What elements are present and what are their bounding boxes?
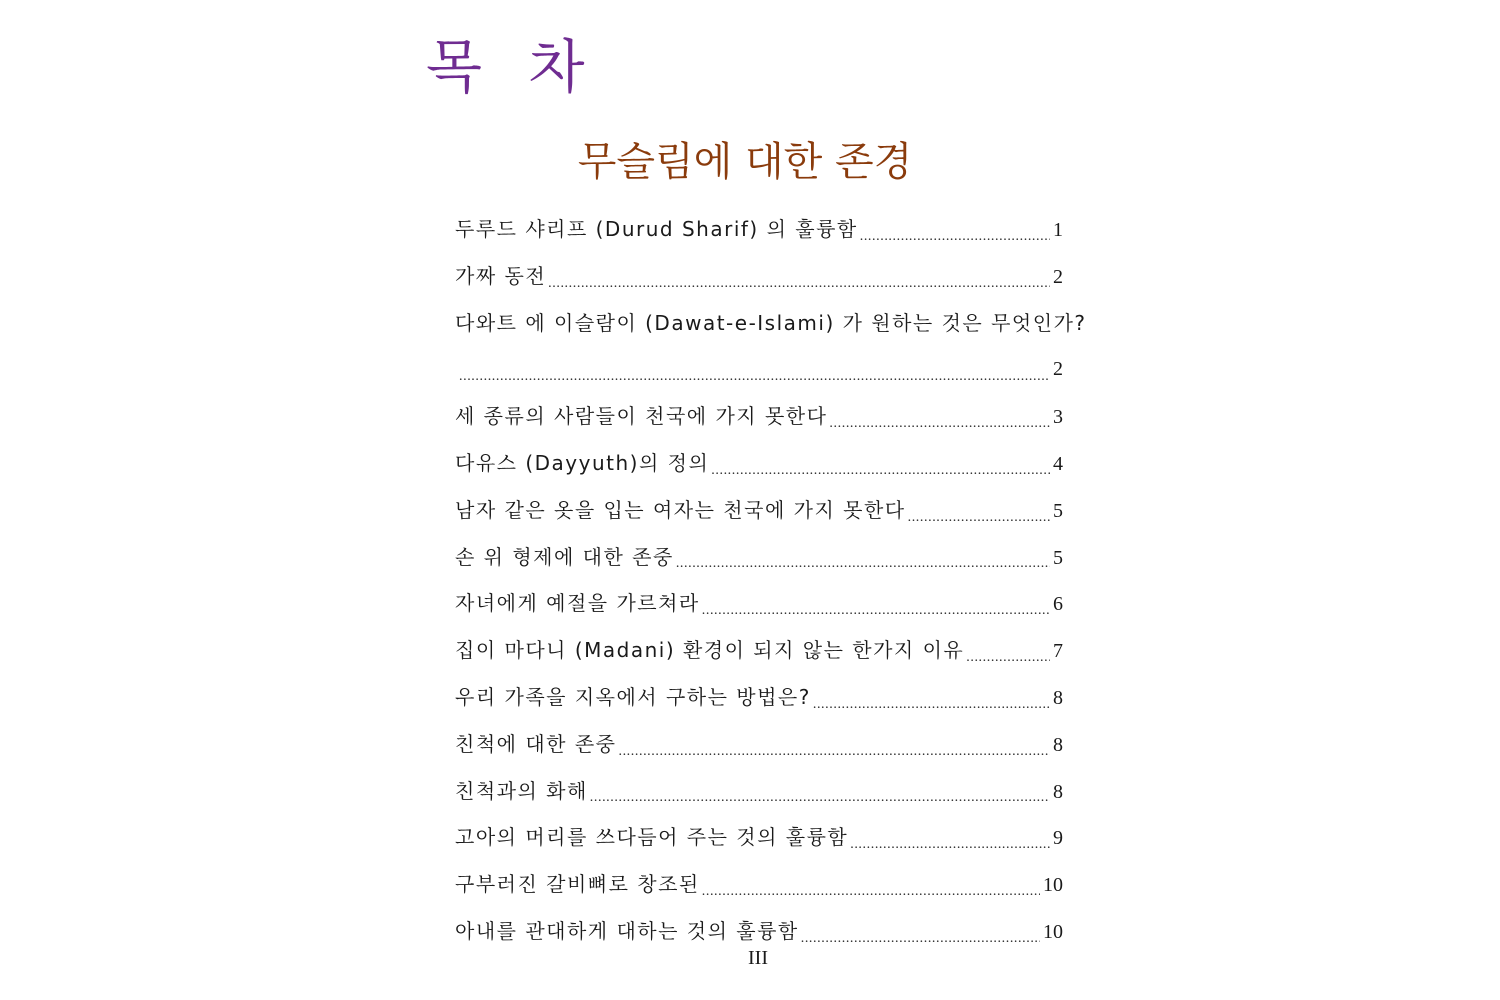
page-number: III [748, 947, 768, 969]
toc-entry[interactable] [455, 440, 1063, 487]
toc-entry-title: 남자 같은 옷을 입는 여자는 천국에 가지 못한다 [455, 497, 906, 522]
dot-leader [618, 738, 1050, 759]
toc-entry[interactable] [455, 814, 1063, 861]
dot-leader [590, 784, 1050, 805]
toc-entry-page: 5 [1053, 546, 1063, 569]
toc-entry-continuation[interactable] [455, 346, 1063, 393]
toc-entry-page: 1 [1053, 219, 1063, 241]
toc-entry-page: 10 [1043, 920, 1063, 943]
toc-entry-page: 4 [1053, 452, 1063, 475]
dot-leader [459, 363, 1050, 384]
toc-entry-title: 가짜 동전 [455, 263, 547, 288]
toc-entry-title: 다유스 (Dayyuth)의 정의 [455, 450, 710, 475]
toc-entry-title: 손 위 형제에 대한 존중 [455, 544, 674, 569]
dot-leader [966, 644, 1050, 665]
toc-entry-title: 다와트 에 이슬람이 (Dawat-e-Islami) 가 원하는 것은 무엇인가? [455, 310, 1087, 335]
dot-leader [813, 691, 1050, 712]
dot-leader [702, 597, 1050, 618]
dot-leader [702, 878, 1040, 899]
toc-entry-title: 우리 가족을 지옥에서 구하는 방법은? [455, 684, 811, 709]
toc-entry[interactable] [455, 487, 1063, 534]
toc-entry-page: 9 [1053, 827, 1063, 850]
toc-entry-title: 아내를 관대하게 대하는 것의 훌륭함 [455, 918, 799, 943]
section-title: 무슬림에 대한 존경 [577, 139, 913, 185]
toc-entry[interactable] [455, 861, 1063, 908]
toc-entry[interactable] [455, 393, 1063, 440]
toc-entry[interactable] [455, 627, 1063, 674]
toc-entry-page: 2 [1053, 265, 1063, 288]
dot-leader [829, 410, 1050, 431]
toc-list [455, 206, 1087, 955]
toc-entry-title: 자녀에게 예절을 가르쳐라 [455, 591, 700, 616]
toc-entry-title: 세 종류의 사람들이 천국에 가지 못한다 [455, 404, 828, 429]
toc-entry[interactable] [455, 534, 1063, 581]
dot-leader [801, 925, 1040, 946]
dot-leader [860, 223, 1050, 244]
toc-entry[interactable] [455, 580, 1063, 627]
dot-leader [711, 457, 1050, 478]
toc-entry[interactable] [455, 768, 1063, 815]
toc-entry-title: 집이 마다니 (Madani) 환경이 되지 않는 한가지 이유 [455, 638, 965, 663]
toc-entry-title: 친척에 대한 존중 [455, 731, 617, 756]
toc-entry-page: 5 [1053, 499, 1063, 522]
dot-leader [908, 504, 1050, 525]
toc-entry[interactable] [455, 253, 1063, 300]
toc-entry[interactable] [455, 300, 1087, 347]
toc-entry-page: 3 [1053, 406, 1063, 429]
toc-entry-page: 2 [1053, 358, 1063, 381]
toc-entry-page: 10 [1043, 874, 1063, 897]
toc-entry-page: 8 [1053, 733, 1063, 756]
toc-entry[interactable] [455, 674, 1063, 721]
dot-leader [548, 270, 1050, 291]
toc-entry-title: 두루드 샤리프 (Durud Sharif) 의 훌륭함 [455, 217, 858, 241]
dot-leader [850, 831, 1050, 852]
dot-leader [676, 550, 1050, 571]
toc-entry-page: 8 [1053, 780, 1063, 803]
toc-entry-title: 친척과의 화해 [455, 778, 588, 803]
toc-entry-page: 8 [1053, 686, 1063, 709]
toc-entry[interactable] [455, 721, 1063, 768]
toc-entry-page: 7 [1053, 640, 1063, 663]
toc-entry-page: 6 [1053, 593, 1063, 616]
toc-heading: 목 차 [426, 33, 599, 101]
toc-entry[interactable] [455, 206, 1063, 253]
toc-entry-title: 고아의 머리를 쓰다듬어 주는 것의 훌륭함 [455, 825, 849, 850]
toc-entry-title: 구부러진 갈비뼈로 창조된 [455, 872, 700, 897]
